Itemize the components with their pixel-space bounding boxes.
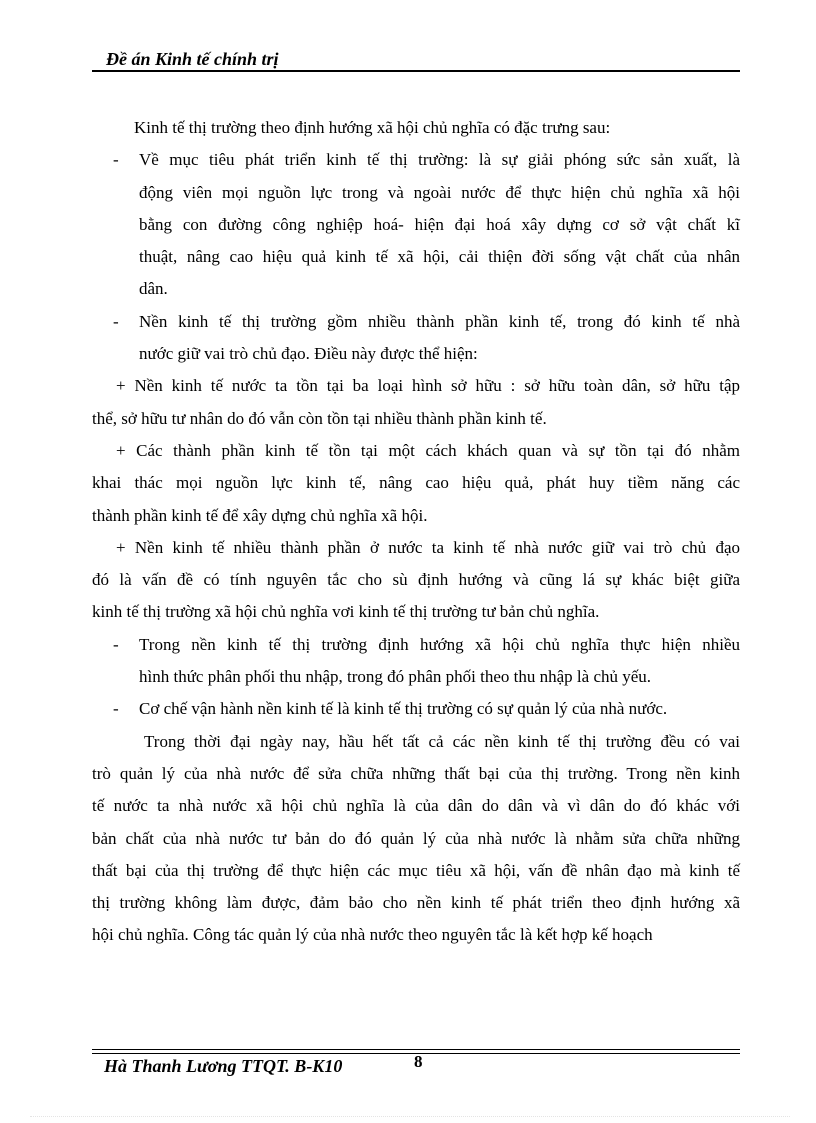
text-line: thuật, nâng cao hiệu quả kinh tế xã hội, cải thiện đời sống vật chất của nhân: [139, 247, 740, 267]
text-line: + Nền kinh tế nước ta tồn tại ba loại hình sở hữu : sở hữu toàn dân, sở hữu tập: [116, 376, 740, 396]
dash-bullet: -: [113, 634, 119, 654]
text-line: đó là vấn đề có tính nguyên tắc cho sù định hướng và cũng lá sự khác biệt giữa: [92, 570, 740, 590]
dash-item-3: [92, 629, 740, 694]
text-line: khai thác mọi nguồn lực kinh tế, nâng cao hiệu quả, phát huy tiềm năng các: [92, 473, 740, 493]
dash-item-4: [92, 693, 740, 725]
header-rule: [92, 70, 740, 72]
dash-bullet: -: [113, 150, 119, 170]
text-line: kinh tế thị trường xã hội chủ nghĩa vơi kinh tế thị trường tư bản chủ nghĩa.: [92, 602, 600, 622]
plus-item-3: [92, 532, 740, 629]
plus-item-1: [92, 370, 740, 435]
text-line: Nền kinh tế thị trường gồm nhiều thành phần kinh tế, trong đó kinh tế nhà: [139, 311, 740, 331]
text-line: Trong nền kinh tế thị trường định hướng xã hội chủ nghĩa thực hiện nhiều: [139, 634, 740, 654]
text-line: Cơ chế vận hành nền kinh tế là kinh tế thị trường có sự quản lý của nhà nước.: [139, 699, 668, 719]
text-line: thành phần kinh tế để xây dựng chủ nghĩa xã hội.: [92, 505, 428, 525]
document-body: [92, 112, 740, 952]
text-line: thể, sở hữu tư nhân do đó vẫn còn tồn tại nhiều thành phần kinh tế.: [92, 408, 547, 428]
intro-line: Kinh tế thị trường theo định hướng xã hội chủ nghĩa có đặc trưng sau:: [134, 118, 611, 137]
footer-author: Hà Thanh Lương TTQT. B-K10: [104, 1056, 343, 1076]
text-line: bản chất của nhà nước tư bản do đó quản lý của nhà nước là nhằm sửa chữa những: [92, 828, 740, 848]
dash-item-1: [92, 144, 740, 305]
dash-bullet: -: [113, 311, 119, 331]
text-line: Về mục tiêu phát triển kinh tế thị trường: là sự giải phóng sức sản xuất, là: [139, 150, 740, 170]
text-line: hội chủ nghĩa. Công tác quản lý của nhà nước theo nguyên tắc là kết hợp kế hoạch: [92, 925, 653, 945]
text-line: thị trường không làm được, đảm bảo cho nền kinh tế phát triển theo định hướng xã: [92, 893, 740, 913]
page-number: 8: [414, 1052, 423, 1071]
text-line: động viên mọi nguồn lực trong và ngoài nước để thực hiện chủ nghĩa xã hội: [139, 182, 740, 202]
text-line: dân.: [139, 279, 168, 299]
text-line: hình thức phân phối thu nhập, trong đó phân phối theo thu nhập là chủ yếu.: [139, 667, 652, 687]
text-line: bằng con đường công nghiệp hoá- hiện đại hoá xây dựng cơ sở vật chất kĩ: [139, 214, 740, 234]
paragraph: [92, 726, 740, 952]
header-title: Đề án Kinh tế chính trị: [106, 49, 279, 69]
bottom-divider: [30, 1116, 790, 1117]
footer-rule: [92, 1049, 740, 1050]
text-line: + Nền kinh tế nhiều thành phần ở nước ta kinh tế nhà nước giữ vai trò chủ đạo: [116, 537, 740, 557]
text-line: tế nước ta nhà nước xã hội chủ nghĩa là của dân do dân và vì dân do đó khác với: [92, 796, 740, 816]
text-line: + Các thành phần kinh tế tồn tại một cách khách quan và sự tồn tại đó nhằm: [116, 440, 740, 460]
text-line: thất bại của thị trường để thực hiện các mục tiêu xã hội, vấn đề nhân đạo mà kinh tế: [92, 860, 740, 880]
dash-item-2: [92, 306, 740, 371]
text-line: nước giữ vai trò chủ đạo. Điều này được thể hiện:: [139, 344, 478, 364]
dash-bullet: -: [113, 699, 119, 719]
text-line: trò quản lý của nhà nước để sửa chữa những thất bại của thị trường. Trong nền kinh: [92, 763, 740, 783]
text-line: Trong thời đại ngày nay, hầu hết tất cả các nền kinh tế thị trường đều có vai: [144, 731, 740, 751]
plus-item-2: [92, 435, 740, 532]
